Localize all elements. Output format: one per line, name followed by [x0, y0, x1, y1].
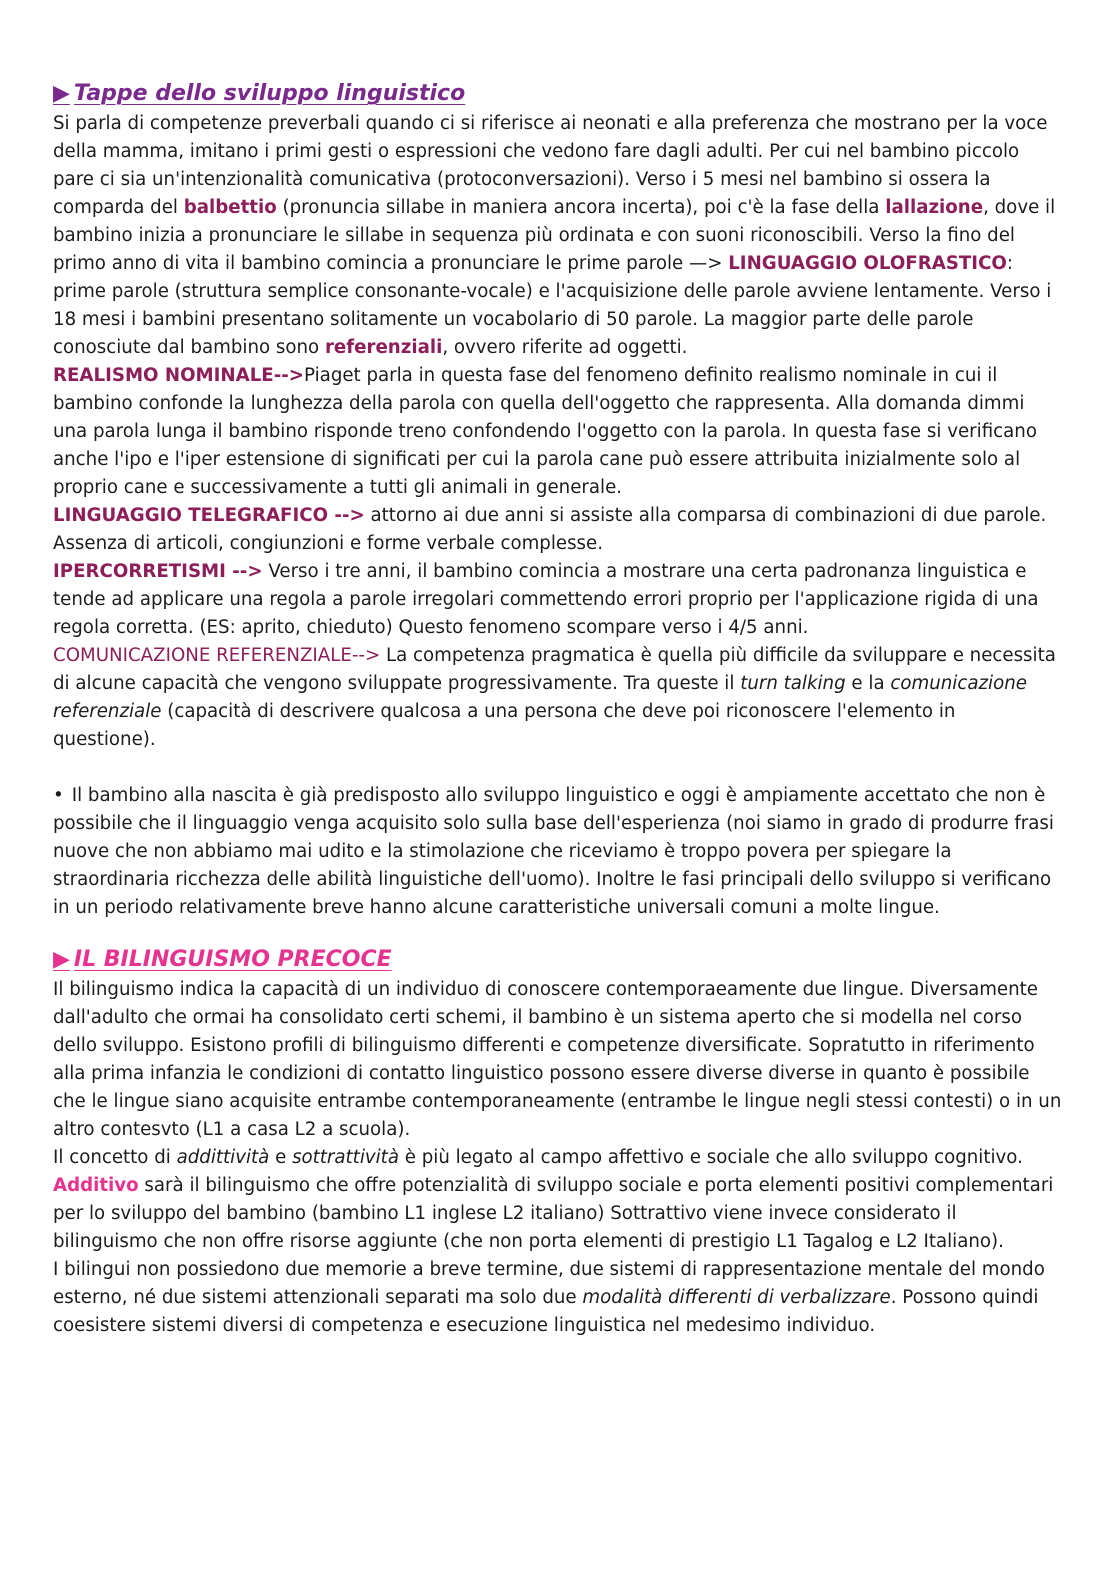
- paragraph-comunicazione-referenziale: COMUNICAZIONE REFERENZIALE--> La competenza pragmatica è quella più difficile da sviluppare e necessita di alcune capacità che vengono sviluppate progressivamente. Tra queste il turn talking e la comunicazione referenziale (capacità di descrivere qualcosa a una persona che deve poi riconoscere l'elemento in questione).: [53, 645, 1056, 750]
- term-realismo-nominale: REALISMO NOMINALE-->: [53, 365, 305, 386]
- bullet-icon: •: [53, 785, 64, 806]
- term-lallazione: lallazione: [885, 197, 984, 218]
- paragraph-ipercorretismi: IPERCORRETISMI --> Verso i tre anni, il bambino comincia a mostrare una certa padronanza linguistica e tende ad applicare una regola a parole irregolari commettendo errori proprio per l'applicazione rigida di una regola corretta. (ES: aprito, chieduto) Questo fenomeno scompare verso i 4/5 anni.: [53, 561, 1039, 638]
- term-linguaggio-olofrastico: LINGUAGGIO OLOFRASTICO: [728, 253, 1007, 274]
- term-additivo: Additivo: [53, 1175, 139, 1196]
- paragraph-realismo-nominale: REALISMO NOMINALE-->Piaget parla in questa fase del fenomeno definito realismo nominale in cui il bambino confonde la lunghezza della parola con quella dell'oggetto che rappresenta. Alla domanda dimmi una parola lunga il bambino risponde treno confondendo l'oggetto con la parola. In questa fase si verificano anche l'ipo e l'iper estensione di significati per cui la parola cane può essere attribuita inizialmente solo al proprio cane e successivamente a tutti gli animali in generale.: [53, 365, 1037, 498]
- paragraph-addittivita: Il concetto di addittività e sottrattività è più legato al campo affettivo e sociale che allo sviluppo cognitivo.: [53, 1147, 1023, 1168]
- term-referenziali: referenziali: [324, 337, 443, 358]
- section-heading-bilinguismo: ▶ IL BILINGUISMO PRECOCE: [53, 947, 392, 972]
- triangle-right-icon: ▶: [53, 81, 70, 106]
- paragraph-linguaggio-telegrafico: LINGUAGGIO TELEGRAFICO --> attorno ai due anni si assiste alla comparsa di combinazioni di due parole. Assenza di articoli, congiunzioni e forme verbale complesse.: [53, 505, 1047, 554]
- term-comunicazione-referenziale: COMUNICAZIONE REFERENZIALE-->: [53, 645, 381, 666]
- term-balbettio: balbettio: [183, 197, 277, 218]
- paragraph-additivo: Additivo sarà il bilinguismo che offre potenzialità di sviluppo sociale e porta elementi positivi complementari per lo sviluppo del bambino (bambino L1 inglese L2 italiano) Sottrattivo viene invece considerato il bilinguismo che non offre risorse aggiunte (che non porta elementi di prestigio L1 Tagalog e L2 Italiano).: [53, 1175, 1054, 1252]
- paragraph-preverbali: Si parla di competenze preverbali quando ci si riferisce ai neonati e alla preferenza che mostrano per la voce della mamma, imitano i primi gesti o espressioni che vedono fare dagli adulti. Per cui nel bambino piccolo pare ci sia un'intenzionalità comunicativa (protoconversazioni). Verso i 5 mesi nel bambino si ossera la comparda del balbettio (pronuncia sillabe in maniera ancora incerta), poi c'è la fase della lallazione, dove il bambino inizia a pronunciare le sillabe in sequenza più ordinata e con suoni riconoscibili. Verso la fino del primo anno di vita il bambino comincia a pronunciare le prime parole —> LINGUAGGIO OLOFRASTICO: prime parole (struttura semplice consonante-vocale) e l'acquisizione delle parole avviene lentamente. Verso i 18 mesi i bambini presentano solitamente un vocabolario di 50 parole. La maggior parte delle parole conosciute dal bambino sono referenziali, ovvero riferite ad oggetti.: [53, 113, 1056, 358]
- term-ipercorretismi: IPERCORRETISMI -->: [53, 561, 263, 582]
- paragraph-bilingui-memorie: I bilingui non possiedono due memorie a breve termine, due sistemi di rappresentazione mentale del mondo esterno, né due sistemi attenzionali separati ma solo due modalità differenti di verbalizzare. Possono quindi coesistere sistemi diversi di competenza e esecuzione linguistica nel medesimo individuo.: [53, 1259, 1045, 1336]
- paragraph-bilinguismo-definizione: Il bilinguismo indica la capacità di un individuo di conoscere contemporaeamente due lingue. Diversamente dall'adulto che ormai ha consolidato certi schemi, il bambino è un sistema aperto che si modella nel corso dello sviluppo. Esistono profili di bilinguismo differenti e competenze diversificate. Sopratutto in riferimento alla prima infanzia le condizioni di contatto linguistico possono essere diverse diverse in quanto è possibile che le lingue siano acquisite entrambe contemporaneamente (entrambe le lingue negli stessi contesti) o in un altro contesvto (L1 a casa L2 a scuola).: [53, 979, 1062, 1140]
- document-page: [53, 78, 1063, 1340]
- bullet-paragraph-predisposizione: • Il bambino alla nascita è già predisposto allo sviluppo linguistico e oggi è ampiamente accettato che non è possibile che il linguaggio venga acquisito solo sulla base dell'esperienza (noi siamo in grado di produrre frasi nuove che non abbiamo mai udito e la stimolazione che riceviamo è troppo povera per spiegare la straordinaria ricchezza delle abilità linguistiche dell'uomo). Inoltre le fasi principali dello sviluppo si verificano in un periodo relativamente breve hanno alcune caratteristiche universali comuni a molte lingue.: [53, 785, 1054, 918]
- triangle-right-icon: ▶: [53, 947, 70, 972]
- section-heading-sviluppo: ▶ Tappe dello sviluppo linguistico: [53, 81, 466, 106]
- term-linguaggio-telegrafico: LINGUAGGIO TELEGRAFICO -->: [53, 505, 365, 526]
